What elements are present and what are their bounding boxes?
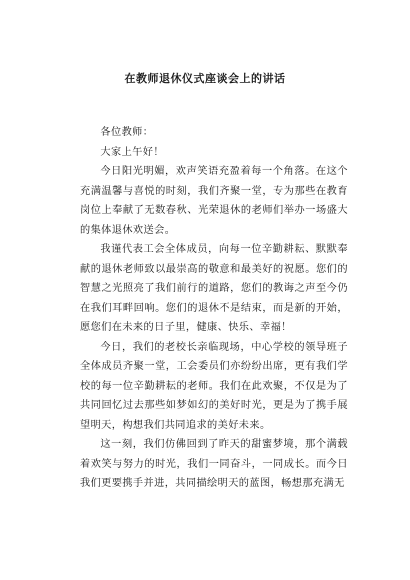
- greeting: 大家上午好！: [100, 146, 164, 158]
- paragraph-3: 今日，我们的老校长亲临现场，中心学校的领导班子全体成员齐聚一堂，工会委员们亦纷纷出席，更有我们学校的每一位辛勤耕耘的老师。我们在此欢聚，不仅是为了共同回忆过去那些如梦如幻的美好时光，更是为了携手展望明天，构想我们共同追求的美好未来。: [80, 341, 348, 431]
- paragraph-4: 这一刻，我们仿佛回到了昨天的甜蜜梦境，那个满载着欢笑与努力的时光，我们一同奋斗，一同成长。而今日我们更要携手并进，共同描绘明天的蓝图，畅想那充满无: [80, 439, 348, 489]
- document-title: 在教师退休仪式座谈会上的讲话: [124, 72, 286, 85]
- salutation: 各位教师：: [100, 127, 154, 138]
- paragraph-1: 今日阳光明媚，欢声笑语充盈着每一个角落。在这个充满温馨与喜悦的时刻，我们齐聚一堂，专为那些在教育岗位上奉献了无数春秋、光荣退休的老师们举办一场盛大的集体退休欢送会。: [80, 166, 348, 236]
- paragraph-2: 我谨代表工会全体成员，向每一位辛勤耕耘、默默奉献的退休老师致以最崇高的敬意和最美好的祝愿。您们的智慧之光照亮了我们前行的道路，您们的教诲之声至今仍在我们耳畔回响。您们的退休不是结束，而是新的开始，愿您们在未来的日子里，健康、快乐、幸福！: [80, 244, 348, 333]
- document-body: [80, 123, 348, 494]
